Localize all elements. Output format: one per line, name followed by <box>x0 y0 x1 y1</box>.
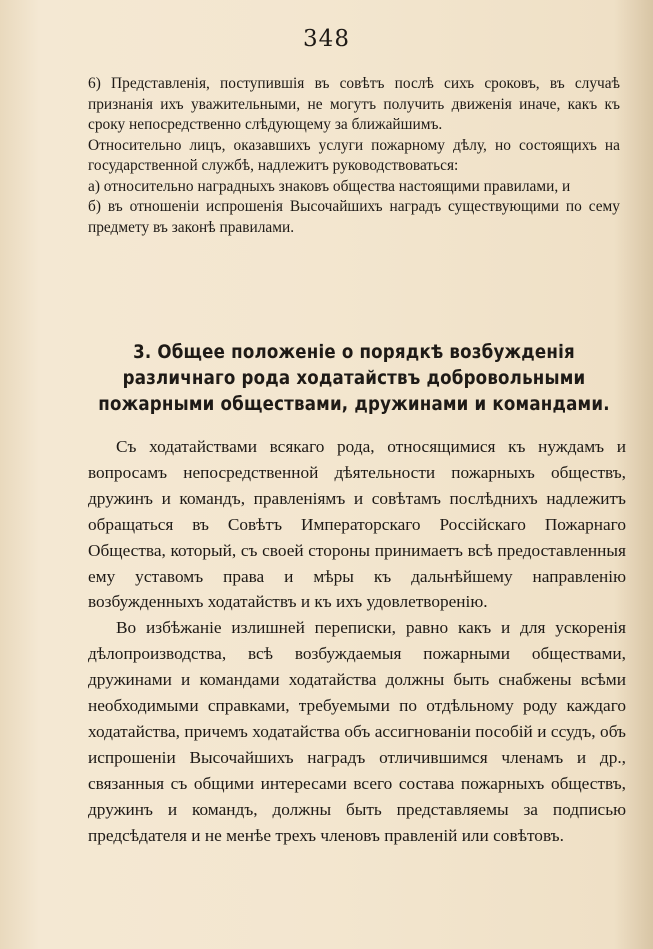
list-item-6: 6) Представленія, поступившія въ совѣтъ послѣ сихъ сроковъ, въ случаѣ признанія ихъ уважительными, не могутъ получить движенія иначе, какъ къ сроку непосредственно слѣдующему за ближайшимъ. <box>88 75 620 133</box>
page-number: 348 <box>303 26 350 52</box>
body-paragraph-1: Съ ходатайствами всякаго рода, относящимися къ нуждамъ и вопросамъ непосредственной дѣятельности пожарныхъ обществъ, дружинъ и командъ, правленіямъ и совѣтамъ послѣднихъ надлежитъ обращаться въ Совѣтъ Императорскаго Россійскаго Пожарнаго Общества, который, съ своей стороны принимаетъ всѣ предоставленныя ему уставомъ права и мѣры къ дальнѣйшему направленію возбужденныхъ ходатайствъ и къ ихъ удовлетворенію. <box>88 437 626 612</box>
paragraph-persons: Относительно лицъ, оказавшихъ услуги пожарному дѣлу, но состоящихъ на государственной службѣ, надлежитъ руководствоваться: <box>88 136 620 174</box>
list-item-b: б) въ отношеніи испрошенія Высочайшихъ наградъ существующими по сему предмету въ законѣ правилами. <box>88 198 620 236</box>
section-heading: 3. Общее положеніе о порядкѣ возбужденія различнаго рода ходатайствъ добровольными пожарными обществами, дружинами и командами. <box>98 342 610 415</box>
body-text-block <box>88 434 626 849</box>
upper-text-block <box>88 74 620 238</box>
body-paragraph-2: Во избѣжаніе излишней переписки, равно какъ и для ускоренія дѣлопроизводства, всѣ возбуждаемыя пожарными обществами, дружинами и командами ходатайства должны быть снабжены всѣми необходимыми справками, требуемыми по отдѣльному роду каждаго ходатайства, причемъ ходатайства объ ассигнованіи пособій и ссудъ, объ испрошеніи Высочайшихъ наградъ отличившимся членамъ и др., связанныя съ общими интересами всего состава пожарныхъ обществъ, дружинъ и командъ, должны быть представляемы за подписью предсѣдателя и не менѣе трехъ членовъ правленій или совѣтовъ. <box>88 618 626 845</box>
list-item-a: а) относительно наградныхъ знаковъ общества настоящими правилами, и <box>88 177 571 195</box>
